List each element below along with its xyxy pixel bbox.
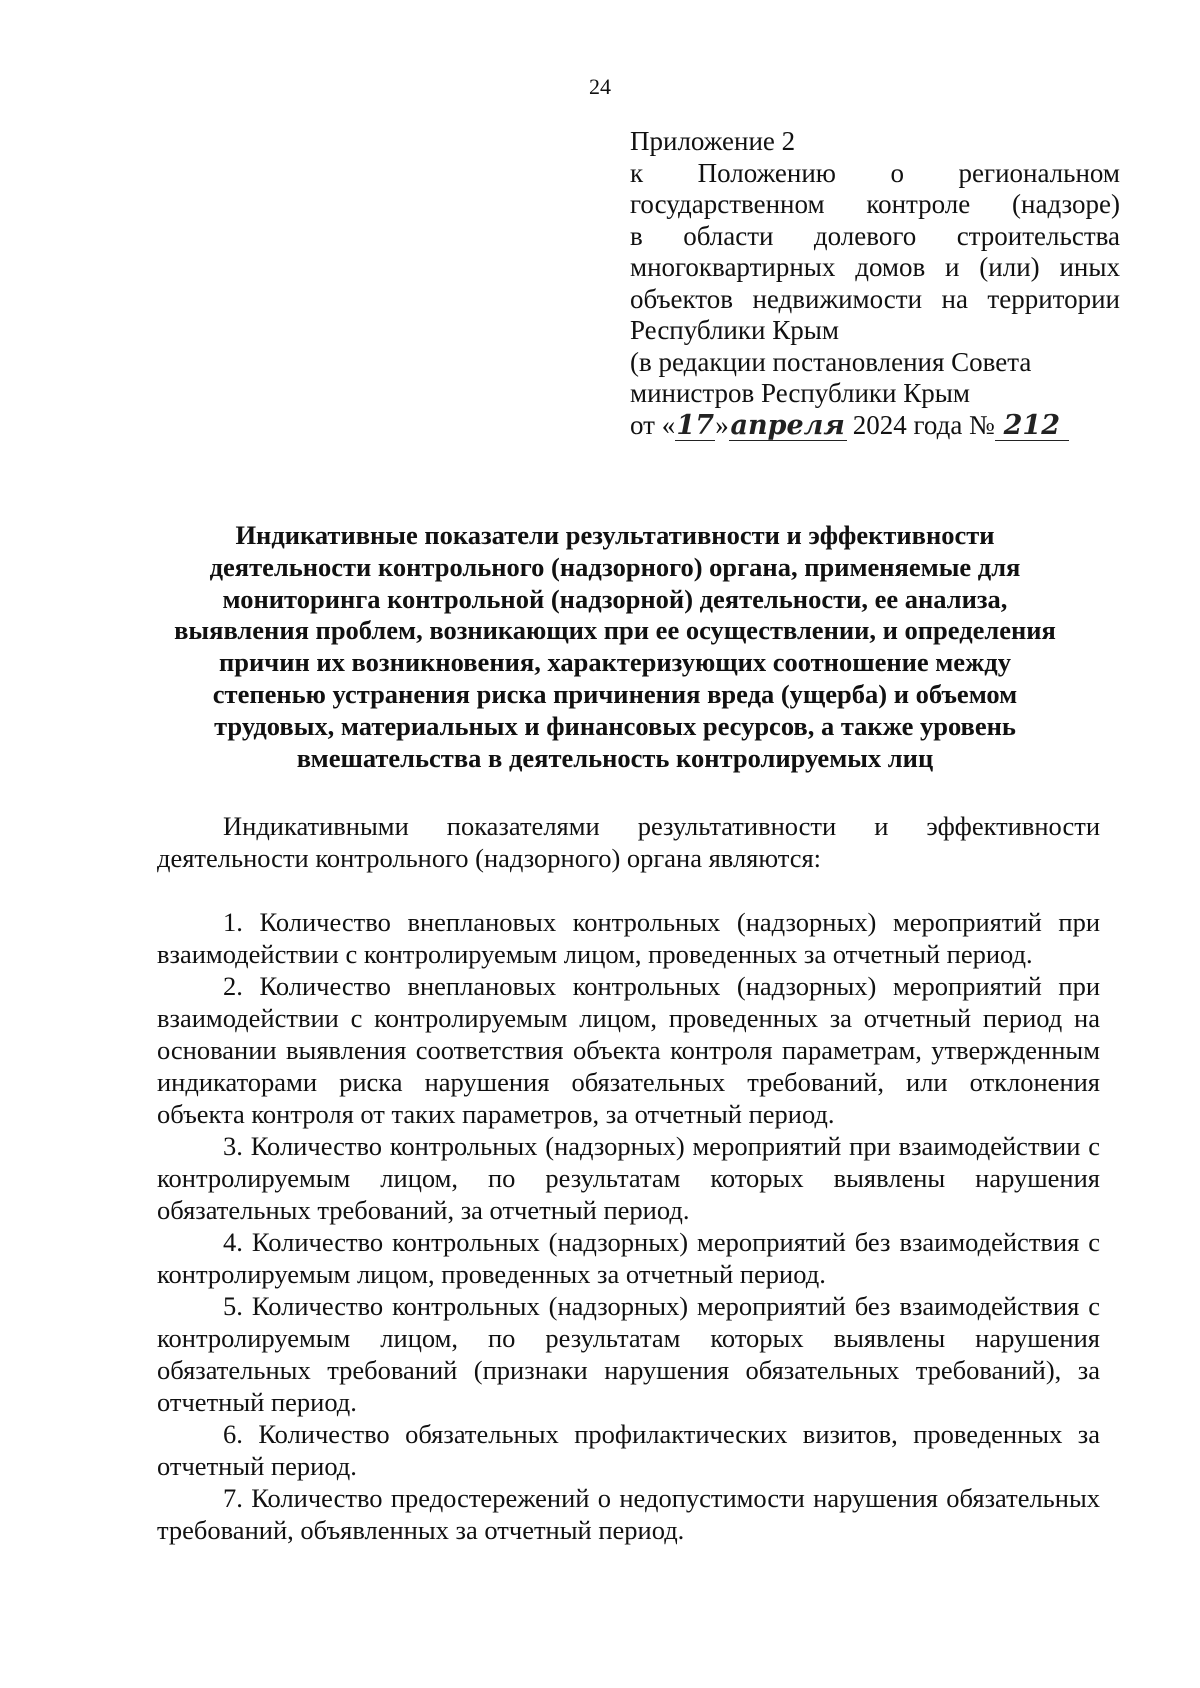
document-body (157, 810, 1100, 1546)
document-title (150, 520, 1080, 774)
list-item: 4. Количество контрольных (надзорных) мероприятий без взаимодействия с контролируемым лицом, проведенных за отчетный период. (157, 1227, 1100, 1289)
date-year: 2024 года № (852, 409, 995, 440)
appendix-line: Приложение 2 (630, 126, 796, 156)
title-line: вмешательства в деятельность контролируемых лиц (296, 742, 934, 773)
appendix-line: государственном контроле (надзоре) (630, 189, 1120, 219)
appendix-line: объектов недвижимости на территории (630, 283, 1120, 314)
list-item: 3. Количество контрольных (надзорных) мероприятий при взаимодействии с контролируемым лицом, по результатам которых выявлены нарушения обязательных требований, за отчетный период. (157, 1131, 1100, 1225)
list-item: 2. Количество внеплановых контрольных (надзорных) мероприятий при взаимодействии с контролируемым лицом, проведенных за отчетный период на основании выявления соответствия объекта контроля параметрам, утвержденным индикаторами риска нарушения обязательных требований, или отклонения объекта контроля от таких параметров, за отчетный период. (157, 971, 1100, 1129)
title-line: трудовых, материальных и финансовых ресурсов, а также уровень (214, 710, 1016, 741)
title-line: деятельности контрольного (надзорного) органа, применяемые для (209, 551, 1021, 582)
handwritten-month: апреля (730, 409, 845, 441)
handwritten-day: 17 (676, 409, 714, 441)
appendix-line: многоквартирных домов и (или) иных (630, 252, 1120, 282)
appendix-line: (в редакции постановления Совета (630, 346, 1032, 377)
date-prefix: от « (630, 409, 676, 440)
appendix-line: министров Республики Крым (630, 378, 970, 408)
page-number: 24 (589, 74, 611, 99)
appendix-line: в области долевого строительства (630, 220, 1120, 251)
title-line: причин их возникновения, характеризующих соотношение между (219, 647, 1011, 678)
date-mid: » (715, 409, 729, 440)
intro-paragraph: Индикативными показателями результативности и эффективности деятельности контрольного (надзорного) органа являются: (157, 811, 1100, 873)
title-line: мониторинга контрольной (надзорной) деятельности, ее анализа, (222, 583, 1008, 614)
list-item: 6. Количество обязательных профилактических визитов, проведенных за отчетный период. (157, 1419, 1100, 1481)
title-line: выявления проблем, возникающих при ее осуществлении, и определения (174, 615, 1056, 646)
title-line: степенью устранения риска причинения вреда (ущерба) и объемом (212, 678, 1018, 709)
handwritten-number: 212 (995, 412, 1069, 441)
resolution-date-line (630, 410, 1120, 442)
list-item: 5. Количество контрольных (надзорных) мероприятий без взаимодействия с контролируемым лицом, по результатам которых выявлены нарушения обязательных требований (признаки нарушения обязательных требований), за отчетный период. (157, 1291, 1100, 1417)
title-line: Индикативные показатели результативности и эффективности (235, 520, 995, 550)
list-item: 1. Количество внеплановых контрольных (надзорных) мероприятий при взаимодействии с контролируемым лицом, проведенных за отчетный период. (157, 907, 1100, 969)
list-item: 7. Количество предостережений о недопустимости нарушения обязательных требований, объявленных за отчетный период. (157, 1483, 1100, 1545)
appendix-line: Республики Крым (630, 315, 839, 345)
appendix-line: к Положению о региональном (630, 157, 1120, 188)
appendix-block (630, 126, 1120, 441)
